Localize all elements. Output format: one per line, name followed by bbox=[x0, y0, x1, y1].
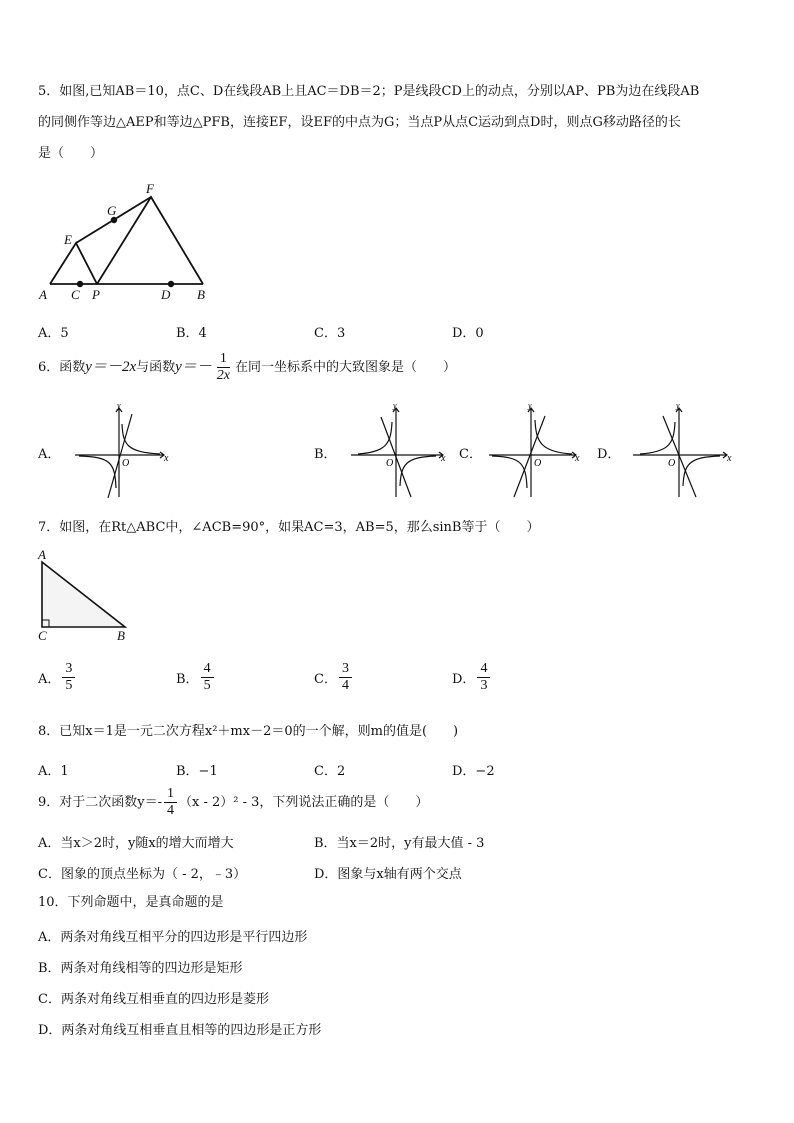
q9-suffix: （x - 2）² - 3，下列说法正确的是（ ） bbox=[179, 795, 429, 810]
label-f: F bbox=[146, 181, 154, 196]
q9-option-b[interactable]: B．当x＝2时，y有最大值 - 3 bbox=[314, 836, 485, 851]
q6-mid: 与函数 bbox=[136, 360, 176, 375]
svg-text:y: y bbox=[393, 401, 397, 410]
q5-option-b[interactable]: B．4 bbox=[176, 326, 207, 341]
q8-stem: 8．已知x＝1是一元二次方程x²＋mx－2＝0的一个解，则m的值是( ) bbox=[38, 724, 459, 739]
q8-option-d[interactable]: D．−2 bbox=[452, 764, 495, 779]
q8-option-c[interactable]: C．2 bbox=[314, 764, 346, 779]
q9-prefix: 9．对于二次函数y＝- bbox=[38, 795, 163, 810]
svg-text:y: y bbox=[117, 401, 121, 410]
q6-option-b[interactable]: B． bbox=[314, 447, 337, 462]
label-p: P bbox=[92, 287, 100, 302]
q5-option-d[interactable]: D．0 bbox=[452, 326, 484, 341]
svg-text:y: y bbox=[528, 401, 532, 410]
q9-stem bbox=[38, 786, 428, 820]
label-c: C bbox=[71, 287, 80, 302]
q7-option-b[interactable]: B． $\frac{4}{5}$ bbox=[176, 661, 216, 694]
q7-option-a[interactable]: A． $\frac{3}{5}$ bbox=[38, 661, 77, 694]
q7-figure bbox=[35, 545, 135, 643]
q9-option-d[interactable]: D．图象与x轴有两个交点 bbox=[314, 867, 462, 882]
label-b: B bbox=[197, 287, 205, 302]
q7-option-d[interactable]: D． $\frac{4}{3}$ bbox=[452, 661, 492, 694]
q7-option-c[interactable]: C． $\frac{3}{4}$ bbox=[314, 661, 354, 694]
q5-stem-line1: 5．如图,已知AB＝10，点C、D在线段AB上且AC＝DB＝2；P是线段CD上的动点，分别以AP、PB为边在线段AB bbox=[38, 84, 700, 99]
q5-stem-line3: 是（ ） bbox=[38, 146, 104, 161]
q6-graph-c[interactable] bbox=[486, 400, 586, 500]
q6-stem bbox=[38, 350, 456, 385]
q5-option-c[interactable]: C．3 bbox=[314, 326, 346, 341]
svg-text:O: O bbox=[386, 458, 394, 469]
svg-text:O: O bbox=[122, 458, 130, 469]
svg-text:x: x bbox=[727, 453, 732, 464]
svg-text:O: O bbox=[534, 458, 542, 469]
svg-text:x: x bbox=[164, 453, 169, 464]
q8-option-a[interactable]: A．1 bbox=[38, 764, 69, 779]
q6-graph-a[interactable] bbox=[72, 400, 172, 500]
label-c: C bbox=[38, 628, 47, 643]
label-b: B bbox=[117, 628, 125, 643]
svg-text:x: x bbox=[441, 453, 446, 464]
svg-text:O: O bbox=[668, 458, 676, 469]
q10-option-d[interactable]: D．两条对角线互相垂直且相等的四边形是正方形 bbox=[38, 1023, 322, 1038]
label-g: G bbox=[107, 203, 117, 218]
q9-option-a[interactable]: A．当x＞2时，y随x的增大而增大 bbox=[38, 836, 234, 851]
q5-figure bbox=[35, 180, 220, 305]
q6-func2-lhs: y＝－ bbox=[175, 359, 212, 375]
svg-text:x: x bbox=[575, 453, 580, 464]
label-a: A bbox=[39, 287, 47, 302]
q6-option-c[interactable]: C． bbox=[459, 447, 482, 462]
q6-suffix: 在同一坐标系中的大致图象是（ ） bbox=[235, 360, 457, 375]
q6-func1: y＝－2x bbox=[85, 359, 137, 375]
q9-fraction: $\frac{1}{4}$ bbox=[164, 786, 177, 819]
q6-graph-b[interactable] bbox=[348, 400, 448, 500]
svg-text:y: y bbox=[676, 401, 680, 410]
q10-option-b[interactable]: B．两条对角线相等的四边形是矩形 bbox=[38, 961, 243, 976]
q5-stem-line2: 的同侧作等边△AEP和等边△PFB，连接EF，设EF的中点为G；当点P从点C运动到点D时，则点G移动路径的长 bbox=[38, 115, 681, 130]
label-d: D bbox=[161, 287, 171, 302]
q6-graph-d[interactable] bbox=[630, 400, 735, 500]
label-a: A bbox=[38, 547, 46, 562]
q10-option-c[interactable]: C．两条对角线互相垂直的四边形是菱形 bbox=[38, 992, 269, 1007]
q7-stem: 7．如图，在Rt△ABC中，∠ACB=90°，如果AC=3，AB=5，那么sinB等于（ ） bbox=[38, 520, 540, 535]
q6-option-a[interactable]: A． bbox=[38, 447, 61, 462]
q8-option-b[interactable]: B．−1 bbox=[176, 764, 218, 779]
q6-option-d[interactable]: D． bbox=[597, 447, 621, 462]
q6-func2-fraction: $\frac{1}{2x}$ bbox=[216, 351, 231, 383]
q6-prefix: 6．函数 bbox=[38, 360, 86, 375]
q9-option-c[interactable]: C．图象的顶点坐标为（ - 2，﹣3） bbox=[38, 867, 247, 882]
q5-option-a[interactable]: A．5 bbox=[38, 326, 69, 341]
q10-option-a[interactable]: A．两条对角线互相平分的四边形是平行四边形 bbox=[38, 930, 308, 945]
q10-stem: 10．下列命题中，是真命题的是 bbox=[38, 895, 224, 910]
label-e: E bbox=[64, 232, 72, 247]
